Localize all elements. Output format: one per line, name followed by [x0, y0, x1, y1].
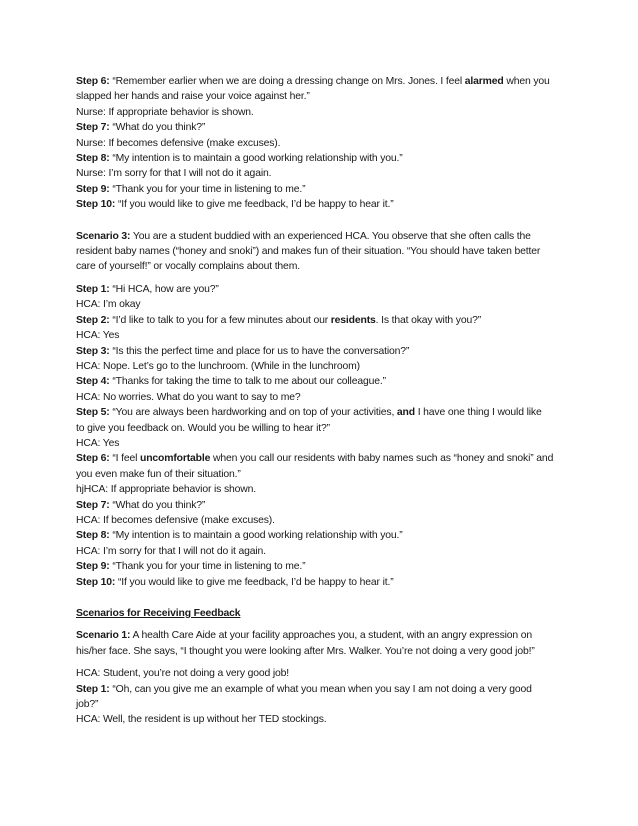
step-label: Step 1:: [76, 683, 110, 695]
step-line: Step 4: “Thanks for taking the time to talk to me about our colleague.”: [76, 376, 386, 388]
step-label: Step 1:: [76, 283, 110, 295]
step-line: Step 1: “Hi HCA, how are you?”: [76, 283, 219, 295]
dialogue-line: job?”: [76, 699, 99, 711]
dialogue-line: HCA: I’m sorry for that I will not do it again.: [76, 545, 266, 557]
dialogue-line: HCA: If becomes defensive (make excuses).: [76, 514, 275, 526]
dialogue-line: HCA: Nope. Let’s go to the lunchroom. (While in the lunchroom): [76, 360, 360, 372]
dialogue-line: HCA: Student, you’re not doing a very good job!: [76, 668, 290, 680]
step-label: Step 2:: [76, 314, 110, 326]
step-label: Step 3:: [76, 345, 110, 357]
step-line: Step 10: “If you would like to give me feedback, I’d be happy to hear it.”: [76, 576, 394, 588]
step-line: Step 6: “I feel uncomfortable when you call our residents with baby names such as “honey and snoki” and: [76, 453, 554, 465]
step-line: Step 1: “Oh, can you give me an example of what you mean when you say I am not doing a very good: [76, 683, 532, 695]
step-line: Step 7: “What do you think?”: [76, 499, 206, 511]
dialogue-line: Nurse: If becomes defensive (make excuses).: [76, 137, 281, 149]
step-line: Step 10: “If you would like to give me feedback, I’d be happy to hear it.”: [76, 199, 394, 211]
step-line: Step 5: “You are always been hardworking and on top of your activities, and I have one thing I would like: [76, 407, 542, 419]
dialogue-line: HCA: Well, the resident is up without her TED stockings.: [76, 714, 327, 726]
step-line: Step 8: “My intention is to maintain a good working relationship with you.”: [76, 530, 403, 542]
scenario-label: Scenario 1:: [76, 630, 131, 642]
dialogue-line: HCA: No worries. What do you want to say to me?: [76, 391, 301, 403]
step-line: Step 8: “My intention is to maintain a good working relationship with you.”: [76, 153, 403, 165]
dialogue-line: Nurse: I’m sorry for that I will not do it again.: [76, 168, 272, 180]
dialogue-line: to give you feedback on. Would you be willing to hear it?”: [76, 422, 330, 434]
step-label: Step 8:: [76, 530, 110, 542]
step-line: Step 9: “Thank you for your time in listening to me.”: [76, 183, 306, 195]
receiving-feedback-steps: [76, 682, 566, 728]
emphasis: alarmed: [464, 76, 504, 87]
emphasis: uncomfortable: [140, 453, 211, 465]
step-label: Step 10:: [76, 576, 116, 588]
step-line: Step 2: “I’d like to talk to you for a few minutes about our residents. Is that okay with you?”: [76, 314, 482, 326]
scenario-label: Scenario 3:: [76, 230, 131, 242]
scenario-3-description: Scenario 3: You are a student buddied with an experienced HCA. You observe that she often calls the resident baby names (“honey and snoki”) and makes fun of their situation. “You should have taken better care of yourself!” or vocally complains about them.: [76, 230, 541, 273]
dialogue-line: Nurse: If appropriate behavior is shown.: [76, 106, 254, 118]
dialogue-line: HCA: Yes: [76, 330, 120, 342]
dialogue-line: HCA: Yes: [76, 437, 120, 449]
step-label: Step 9:: [76, 183, 110, 195]
dialogue-line: HCA: I’m okay: [76, 299, 141, 311]
step-label: Step 10:: [76, 199, 116, 211]
step-line: Step 6: “Remember earlier when we are doing a dressing change on Mrs. Jones. I feel alarmed when you: [76, 76, 550, 87]
step-label: Step 7:: [76, 122, 110, 134]
step-line: Step 9: “Thank you for your time in listening to me.”: [76, 561, 306, 573]
scenario-2-steps: [76, 74, 566, 213]
scenario-3-steps: [76, 282, 566, 590]
step-label: Step 7:: [76, 499, 110, 511]
section-heading: Scenarios for Receiving Feedback: [76, 608, 241, 619]
step-label: Step 5:: [76, 407, 110, 419]
document-page: [76, 74, 566, 728]
scenario-1-description: Scenario 1: A health Care Aide at your facility approaches you, a student, with an angry expression on his/her face. She says, “I thought you were looking after Mrs. Walker. You’re not doing a very good job!”: [76, 630, 535, 657]
step-line: Step 7: “What do you think?”: [76, 122, 206, 134]
step-label: Step 8:: [76, 153, 110, 165]
step-label: Step 4:: [76, 376, 110, 388]
step-line: Step 3: “Is this the perfect time and place for us to have the conversation?”: [76, 345, 410, 357]
step-label: Step 9:: [76, 561, 110, 573]
step-label: Step 6:: [76, 453, 110, 465]
dialogue-line: you even make fun of their situation.”: [76, 468, 241, 480]
emphasis: and: [396, 407, 415, 419]
emphasis: residents: [330, 314, 376, 326]
dialogue-line: hjHCA: If appropriate behavior is shown.: [76, 484, 256, 496]
step-label: Step 6:: [76, 76, 110, 87]
dialogue-line: slapped her hands and raise your voice against her.”: [76, 91, 310, 103]
